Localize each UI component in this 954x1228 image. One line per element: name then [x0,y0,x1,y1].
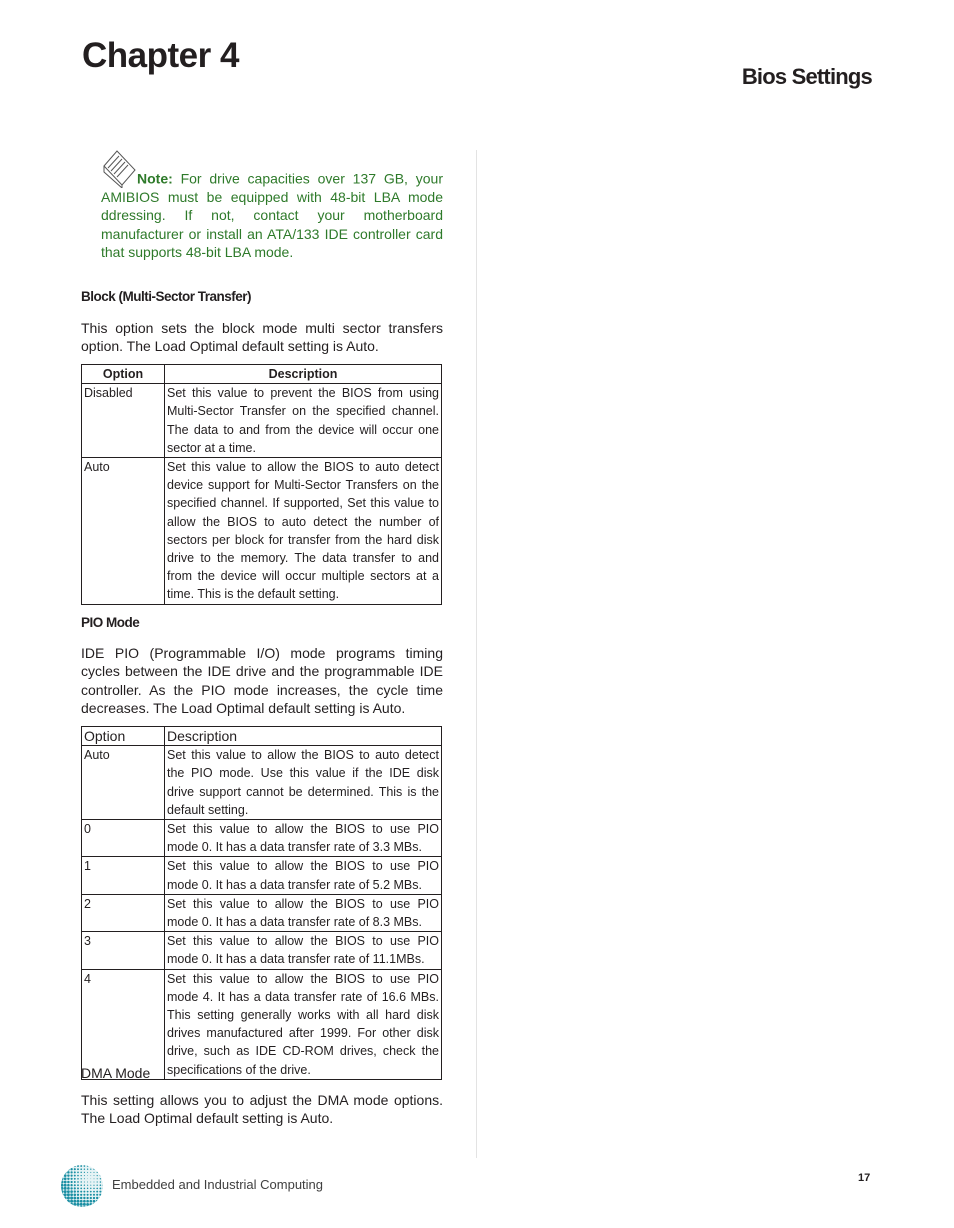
option-cell: 4 [82,969,165,1079]
description-cell: Set this value to allow the BIOS to use PIO mode 0. It has a data transfer rate of 11.1MBs. [165,932,442,969]
column-header-option: Option [82,727,165,746]
note-text: For drive capacities over 137 GB, your AMIBIOS must be equipped with 48-bit LBA mode ddressing. If not, contact your motherboard manufacturer or install an ATA/133 IDE controller card that supports 48-bit LBA mode. [101,170,443,260]
globe-logo-icon [60,1164,104,1208]
option-cell: 2 [82,894,165,931]
page-number: 17 [858,1172,871,1184]
table-row [82,894,442,931]
pio-heading: PIO Mode [81,615,140,630]
block-options-table [81,364,442,605]
footer-text: Embedded and Industrial Computing [112,1177,324,1192]
description-cell: Set this value to allow the BIOS to use PIO mode 0. It has a data transfer rate of 5.2 MBs. [165,857,442,894]
column-divider [476,150,477,1158]
description-cell: Set this value to prevent the BIOS from using Multi-Sector Transfer on the specified channel. The data to and from the device will occur one sector at a time. [165,384,442,458]
description-cell: Set this value to allow the BIOS to auto detect the PIO mode. Use this value if the IDE disk drive support cannot be determined. This is the default setting. [165,746,442,820]
table-header-row [82,365,442,384]
table-row [82,857,442,894]
note-paper-icon [101,148,137,188]
table-row [82,458,442,605]
column-header-description: Description [165,365,442,384]
pio-options-table [81,726,442,1080]
description-cell: Set this value to allow the BIOS to use PIO mode 4. It has a data transfer rate of 16.6 MBs. This setting generally works with all hard disk drives manufactured after 1999. For other disk drive, such as IDE CD-ROM drives, check the specifications of the drive. [165,969,442,1079]
column-header-option: Option [82,365,165,384]
option-cell: 1 [82,857,165,894]
table-row [82,746,442,820]
description-cell: Set this value to allow the BIOS to auto detect device support for Multi-Sector Transfers on the specified channel. If supported, Set this value to allow the BIOS to auto detect the number of sectors per block for transfer from the hard disk drive to the memory. The data transfer to and from the device will occur multiple sectors at a time. This is the default setting. [165,458,442,605]
option-cell: 0 [82,820,165,857]
table-header-row [82,727,442,746]
column-header-description: Description [165,727,442,746]
pio-paragraph: IDE PIO (Programmable I/O) mode programs timing cycles between the IDE drive and the programmable IDE controller. As the PIO mode increases, the cycle time decreases. The Load Optimal default setting is Auto. [81,645,443,716]
dma-paragraph: This setting allows you to adjust the DMA mode options. The Load Optimal default setting is Auto. [81,1092,443,1127]
option-cell: Auto [82,458,165,605]
table-row [82,384,442,458]
description-cell: Set this value to allow the BIOS to use PIO mode 0. It has a data transfer rate of 8.3 MBs. [165,894,442,931]
note-box [101,148,443,261]
dma-heading: DMA Mode [81,1065,151,1081]
description-cell: Set this value to allow the BIOS to use PIO mode 0. It has a data transfer rate of 3.3 MBs. [165,820,442,857]
block-paragraph: This option sets the block mode multi sector transfers option. The Load Optimal default setting is Auto. [81,320,443,355]
chapter-title: Chapter 4 [82,36,239,75]
block-heading: Block (Multi-Sector Transfer) [81,289,252,304]
option-cell: Disabled [82,384,165,458]
table-row [82,932,442,969]
table-row [82,820,442,857]
option-cell: 3 [82,932,165,969]
note-label: Note: [137,170,173,187]
option-cell: Auto [82,746,165,820]
section-title: Bios Settings [741,64,872,89]
table-row [82,969,442,1079]
